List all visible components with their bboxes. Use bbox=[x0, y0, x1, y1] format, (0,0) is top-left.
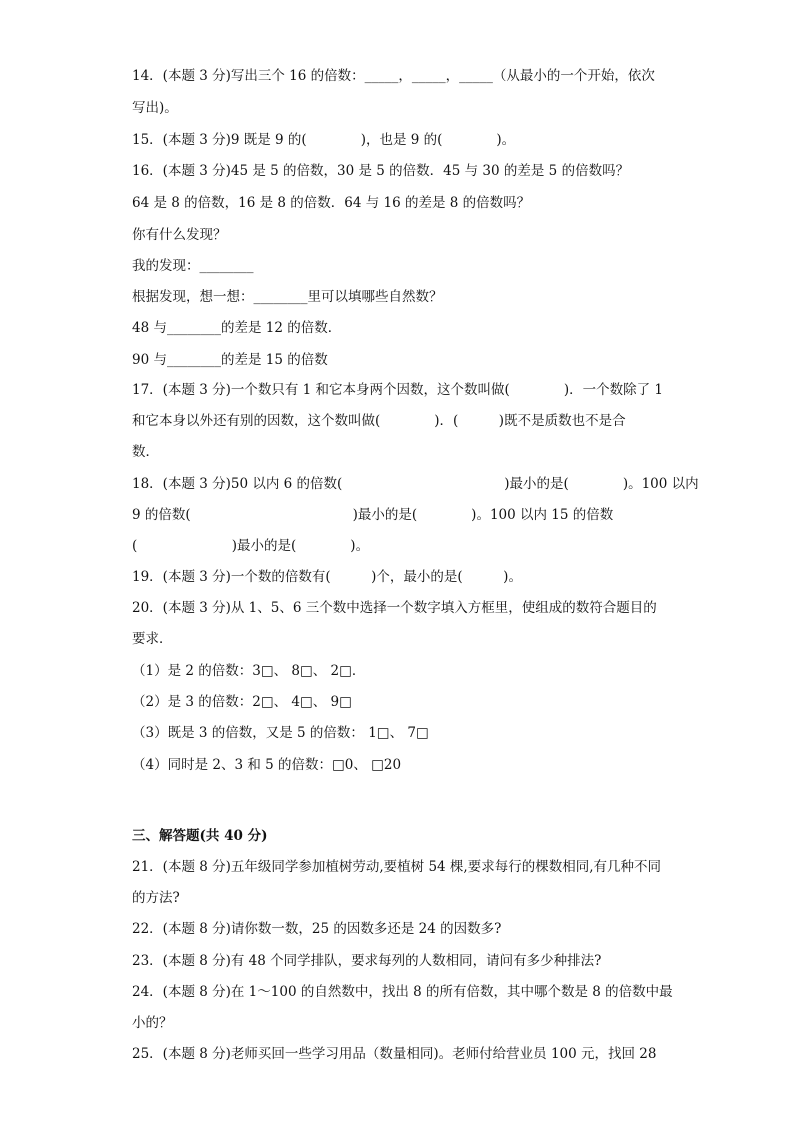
q21-line-1: 21．(本题 8 分)五年级同学参加植树劳动,要植树 54 棵,要求每行的棵数相同,有几种不同 bbox=[132, 859, 662, 875]
q14-line-2: 写出)。 bbox=[132, 100, 178, 116]
q22-line: 22．(本题 8 分)请你数一数，25 的因数多还是 24 的因数多? bbox=[132, 921, 502, 937]
q16-line-7: 90 与________的差是 15 的倍数 bbox=[132, 352, 328, 368]
q24-line-1: 24．(本题 8 分)在 1～100 的自然数中，找出 8 的所有倍数，其中哪个数是 8 的倍数中最 bbox=[132, 984, 673, 1000]
q25-line-1: 25．(本题 8 分)老师买回一些学习用品（数量相同)。老师付给营业员 100 元，找回 28 bbox=[132, 1046, 657, 1062]
q24-line-2: 小的？ bbox=[132, 1015, 173, 1031]
q23-line: 23．(本题 8 分)有 48 个同学排队，要求每列的人数相同，请问有多少种排法? bbox=[132, 953, 602, 969]
q17-line-1: 17．(本题 3 分)一个数只有 1 和它本身两个因数，这个数叫做( )．一个数除了 1 bbox=[132, 382, 663, 398]
q16-line-4: 我的发现：________ bbox=[132, 258, 254, 274]
q20-item-3: （3）既是 3 的倍数，又是 5 的倍数： 1□、 7□ bbox=[132, 725, 429, 741]
q16-line-3: 你有什么发现？ bbox=[132, 227, 227, 243]
q20-item-2: （2）是 3 的倍数：2□、 4□、 9□ bbox=[132, 694, 352, 710]
q20-item-1: （1）是 2 的倍数：3□、 8□、 2□． bbox=[132, 663, 366, 679]
q20-line-1: 20．(本题 3 分)从 1、5、6 三个数中选择一个数字填入方框里，使组成的数符合题目的 bbox=[132, 600, 657, 616]
q15-line: 15．(本题 3 分)9 既是 9 的( )，也是 9 的( )。 bbox=[132, 132, 516, 148]
q16-line-5: 根据发现，想一想：________里可以填哪些自然数？ bbox=[132, 289, 443, 305]
q21-line-2: 的方法? bbox=[132, 890, 180, 906]
q20-item-4: （4）同时是 2、3 和 5 的倍数：□0、 □20 bbox=[132, 757, 402, 773]
q18-line-2: 9 的倍数( )最小的是( )。100 以内 15 的倍数 bbox=[132, 507, 614, 523]
q20-line-2: 要求． bbox=[132, 631, 173, 647]
q16-line-1: 16．(本题 3 分)45 是 5 的倍数，30 是 5 的倍数．45 与 30 的差是 5 的倍数吗？ bbox=[132, 163, 630, 179]
q18-line-1: 18．(本题 3 分)50 以内 6 的倍数( )最小的是( )。100 以内 bbox=[132, 476, 699, 492]
q16-line-6: 48 与________的差是 12 的倍数． bbox=[132, 320, 342, 336]
q17-line-2: 和它本身以外还有别的因数，这个数叫做( )．( )既不是质数也不是合 bbox=[132, 413, 626, 429]
q19-line: 19．(本题 3 分)一个数的倍数有( )个，最小的是( )。 bbox=[132, 569, 522, 585]
q17-line-3: 数． bbox=[132, 444, 159, 460]
q16-line-2: 64 是 8 的倍数，16 是 8 的倍数．64 与 16 的差是 8 的倍数吗？ bbox=[132, 195, 531, 211]
q18-line-3: ( )最小的是( )。 bbox=[132, 538, 370, 554]
section-heading: 三、解答题(共 40 分) bbox=[132, 828, 268, 844]
q14-line-1: 14．(本题 3 分)写出三个 16 的倍数：_____，_____，_____（从最小的一个开始，依次 bbox=[132, 68, 655, 84]
